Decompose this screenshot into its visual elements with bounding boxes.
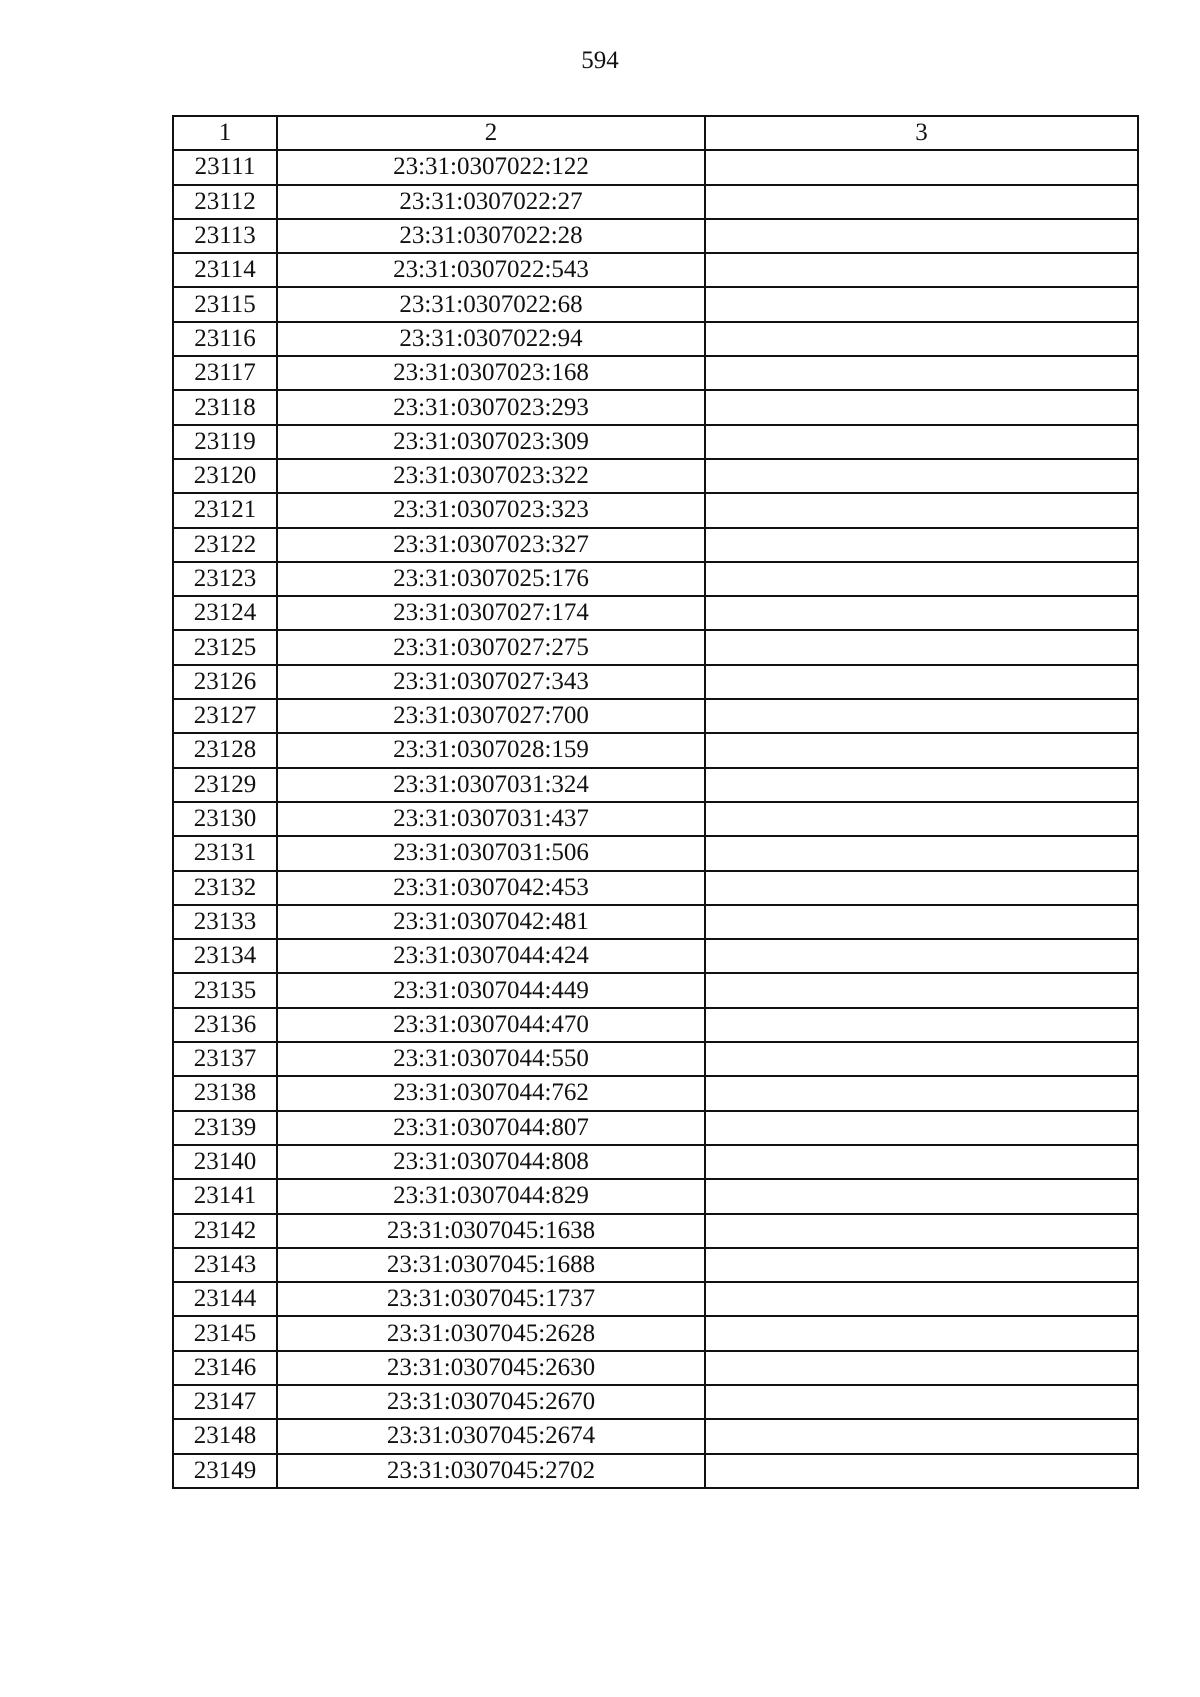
note-cell bbox=[705, 1145, 1138, 1179]
table-row bbox=[173, 1454, 1138, 1488]
table-row bbox=[173, 871, 1138, 905]
cadastral-number-cell: 23:31:0307022:68 bbox=[277, 287, 705, 321]
cadastral-number-cell: 23:31:0307045:1638 bbox=[277, 1214, 705, 1248]
column-header-2: 2 bbox=[277, 116, 705, 150]
row-number-cell: 23135 bbox=[173, 973, 277, 1007]
note-cell bbox=[705, 150, 1138, 184]
cadastral-number-cell: 23:31:0307031:437 bbox=[277, 802, 705, 836]
cadastral-number-cell: 23:31:0307028:159 bbox=[277, 733, 705, 767]
note-cell bbox=[705, 528, 1138, 562]
note-cell bbox=[705, 836, 1138, 870]
table-row bbox=[173, 665, 1138, 699]
header-row bbox=[173, 116, 1138, 150]
row-number-cell: 23120 bbox=[173, 459, 277, 493]
cadastral-number-cell: 23:31:0307044:762 bbox=[277, 1076, 705, 1110]
row-number-cell: 23114 bbox=[173, 253, 277, 287]
cadastral-number-cell: 23:31:0307022:94 bbox=[277, 322, 705, 356]
note-cell bbox=[705, 322, 1138, 356]
row-number-cell: 23142 bbox=[173, 1214, 277, 1248]
table-row bbox=[173, 1385, 1138, 1419]
row-number-cell: 23140 bbox=[173, 1145, 277, 1179]
cadastral-number-cell: 23:31:0307044:449 bbox=[277, 973, 705, 1007]
note-cell bbox=[705, 1385, 1138, 1419]
table-row bbox=[173, 459, 1138, 493]
table-row bbox=[173, 733, 1138, 767]
row-number-cell: 23134 bbox=[173, 939, 277, 973]
note-cell bbox=[705, 1282, 1138, 1316]
cadastral-number-cell: 23:31:0307023:309 bbox=[277, 425, 705, 459]
row-number-cell: 23113 bbox=[173, 219, 277, 253]
row-number-cell: 23149 bbox=[173, 1454, 277, 1488]
note-cell bbox=[705, 733, 1138, 767]
row-number-cell: 23123 bbox=[173, 562, 277, 596]
cadastral-number-cell: 23:31:0307027:174 bbox=[277, 596, 705, 630]
cadastral-number-cell: 23:31:0307023:327 bbox=[277, 528, 705, 562]
row-number-cell: 23112 bbox=[173, 185, 277, 219]
note-cell bbox=[705, 768, 1138, 802]
cadastral-number-cell: 23:31:0307031:324 bbox=[277, 768, 705, 802]
row-number-cell: 23132 bbox=[173, 871, 277, 905]
note-cell bbox=[705, 1042, 1138, 1076]
table-row bbox=[173, 973, 1138, 1007]
row-number-cell: 23141 bbox=[173, 1179, 277, 1213]
row-number-cell: 23124 bbox=[173, 596, 277, 630]
cadastral-number-cell: 23:31:0307023:168 bbox=[277, 356, 705, 390]
cadastral-number-cell: 23:31:0307044:424 bbox=[277, 939, 705, 973]
note-cell bbox=[705, 562, 1138, 596]
note-cell bbox=[705, 973, 1138, 1007]
row-number-cell: 23131 bbox=[173, 836, 277, 870]
row-number-cell: 23139 bbox=[173, 1111, 277, 1145]
cadastral-number-cell: 23:31:0307045:2628 bbox=[277, 1316, 705, 1350]
note-cell bbox=[705, 699, 1138, 733]
row-number-cell: 23146 bbox=[173, 1351, 277, 1385]
note-cell bbox=[705, 871, 1138, 905]
note-cell bbox=[705, 287, 1138, 321]
table-row bbox=[173, 802, 1138, 836]
note-cell bbox=[705, 1351, 1138, 1385]
cadastral-number-cell: 23:31:0307044:829 bbox=[277, 1179, 705, 1213]
note-cell bbox=[705, 493, 1138, 527]
note-cell bbox=[705, 596, 1138, 630]
note-cell bbox=[705, 1248, 1138, 1282]
table-row bbox=[173, 699, 1138, 733]
row-number-cell: 23145 bbox=[173, 1316, 277, 1350]
row-number-cell: 23133 bbox=[173, 905, 277, 939]
row-number-cell: 23117 bbox=[173, 356, 277, 390]
row-number-cell: 23137 bbox=[173, 1042, 277, 1076]
table-row bbox=[173, 1214, 1138, 1248]
cadastral-number-cell: 23:31:0307022:27 bbox=[277, 185, 705, 219]
cadastral-number-cell: 23:31:0307044:470 bbox=[277, 1008, 705, 1042]
row-number-cell: 23128 bbox=[173, 733, 277, 767]
note-cell bbox=[705, 802, 1138, 836]
cadastral-number-cell: 23:31:0307044:807 bbox=[277, 1111, 705, 1145]
cadastral-number-cell: 23:31:0307045:1737 bbox=[277, 1282, 705, 1316]
note-cell bbox=[705, 425, 1138, 459]
row-number-cell: 23143 bbox=[173, 1248, 277, 1282]
table-row bbox=[173, 287, 1138, 321]
row-number-cell: 23127 bbox=[173, 699, 277, 733]
note-cell bbox=[705, 185, 1138, 219]
note-cell bbox=[705, 630, 1138, 664]
note-cell bbox=[705, 1214, 1138, 1248]
table-row bbox=[173, 1179, 1138, 1213]
cadastral-number-cell: 23:31:0307045:2702 bbox=[277, 1454, 705, 1488]
column-header-3: 3 bbox=[705, 116, 1138, 150]
cadastral-number-cell: 23:31:0307022:543 bbox=[277, 253, 705, 287]
table-row bbox=[173, 1008, 1138, 1042]
table-row bbox=[173, 939, 1138, 973]
table-row bbox=[173, 528, 1138, 562]
cadastral-number-cell: 23:31:0307023:323 bbox=[277, 493, 705, 527]
cadastral-number-cell: 23:31:0307031:506 bbox=[277, 836, 705, 870]
table-row bbox=[173, 905, 1138, 939]
cadastral-number-cell: 23:31:0307044:550 bbox=[277, 1042, 705, 1076]
cadastral-number-cell: 23:31:0307042:481 bbox=[277, 905, 705, 939]
note-cell bbox=[705, 1111, 1138, 1145]
table-row bbox=[173, 596, 1138, 630]
cadastral-number-cell: 23:31:0307025:176 bbox=[277, 562, 705, 596]
table-row bbox=[173, 1145, 1138, 1179]
table-row bbox=[173, 1076, 1138, 1110]
cadastral-number-cell: 23:31:0307023:293 bbox=[277, 390, 705, 424]
note-cell bbox=[705, 459, 1138, 493]
cadastral-number-cell: 23:31:0307045:2674 bbox=[277, 1419, 705, 1453]
table-row bbox=[173, 253, 1138, 287]
table-row bbox=[173, 493, 1138, 527]
row-number-cell: 23121 bbox=[173, 493, 277, 527]
note-cell bbox=[705, 253, 1138, 287]
table-row bbox=[173, 1282, 1138, 1316]
cadastral-number-cell: 23:31:0307022:122 bbox=[277, 150, 705, 184]
row-number-cell: 23148 bbox=[173, 1419, 277, 1453]
row-number-cell: 23138 bbox=[173, 1076, 277, 1110]
table-row bbox=[173, 836, 1138, 870]
table-row bbox=[173, 1248, 1138, 1282]
table-row bbox=[173, 322, 1138, 356]
note-cell bbox=[705, 1008, 1138, 1042]
table-row bbox=[173, 1419, 1138, 1453]
table-row bbox=[173, 219, 1138, 253]
cadastral-number-cell: 23:31:0307044:808 bbox=[277, 1145, 705, 1179]
table-row bbox=[173, 1316, 1138, 1350]
table-row bbox=[173, 390, 1138, 424]
note-cell bbox=[705, 939, 1138, 973]
row-number-cell: 23118 bbox=[173, 390, 277, 424]
table-row bbox=[173, 1351, 1138, 1385]
row-number-cell: 23147 bbox=[173, 1385, 277, 1419]
note-cell bbox=[705, 390, 1138, 424]
note-cell bbox=[705, 905, 1138, 939]
table-row bbox=[173, 185, 1138, 219]
table-body bbox=[173, 150, 1138, 1488]
row-number-cell: 23136 bbox=[173, 1008, 277, 1042]
note-cell bbox=[705, 1179, 1138, 1213]
row-number-cell: 23111 bbox=[173, 150, 277, 184]
cadastral-number-cell: 23:31:0307022:28 bbox=[277, 219, 705, 253]
table-row bbox=[173, 425, 1138, 459]
note-cell bbox=[705, 1076, 1138, 1110]
note-cell bbox=[705, 1316, 1138, 1350]
row-number-cell: 23116 bbox=[173, 322, 277, 356]
note-cell bbox=[705, 356, 1138, 390]
note-cell bbox=[705, 219, 1138, 253]
column-header-1: 1 bbox=[173, 116, 277, 150]
cadastral-number-cell: 23:31:0307027:700 bbox=[277, 699, 705, 733]
table-row bbox=[173, 1042, 1138, 1076]
note-cell bbox=[705, 665, 1138, 699]
row-number-cell: 23126 bbox=[173, 665, 277, 699]
table-row bbox=[173, 562, 1138, 596]
row-number-cell: 23119 bbox=[173, 425, 277, 459]
row-number-cell: 23129 bbox=[173, 768, 277, 802]
page-number: 594 bbox=[581, 47, 619, 74]
cadastral-number-cell: 23:31:0307027:275 bbox=[277, 630, 705, 664]
register-table bbox=[172, 115, 1139, 1489]
row-number-cell: 23115 bbox=[173, 287, 277, 321]
cadastral-number-cell: 23:31:0307027:343 bbox=[277, 665, 705, 699]
cadastral-number-cell: 23:31:0307023:322 bbox=[277, 459, 705, 493]
cadastral-number-cell: 23:31:0307042:453 bbox=[277, 871, 705, 905]
table-row bbox=[173, 150, 1138, 184]
table-row bbox=[173, 630, 1138, 664]
note-cell bbox=[705, 1419, 1138, 1453]
table-row bbox=[173, 1111, 1138, 1145]
table-row bbox=[173, 356, 1138, 390]
table-row bbox=[173, 768, 1138, 802]
note-cell bbox=[705, 1454, 1138, 1488]
row-number-cell: 23144 bbox=[173, 1282, 277, 1316]
cadastral-number-cell: 23:31:0307045:1688 bbox=[277, 1248, 705, 1282]
row-number-cell: 23122 bbox=[173, 528, 277, 562]
row-number-cell: 23125 bbox=[173, 630, 277, 664]
cadastral-number-cell: 23:31:0307045:2630 bbox=[277, 1351, 705, 1385]
row-number-cell: 23130 bbox=[173, 802, 277, 836]
table-header bbox=[173, 116, 1138, 150]
cadastral-number-cell: 23:31:0307045:2670 bbox=[277, 1385, 705, 1419]
